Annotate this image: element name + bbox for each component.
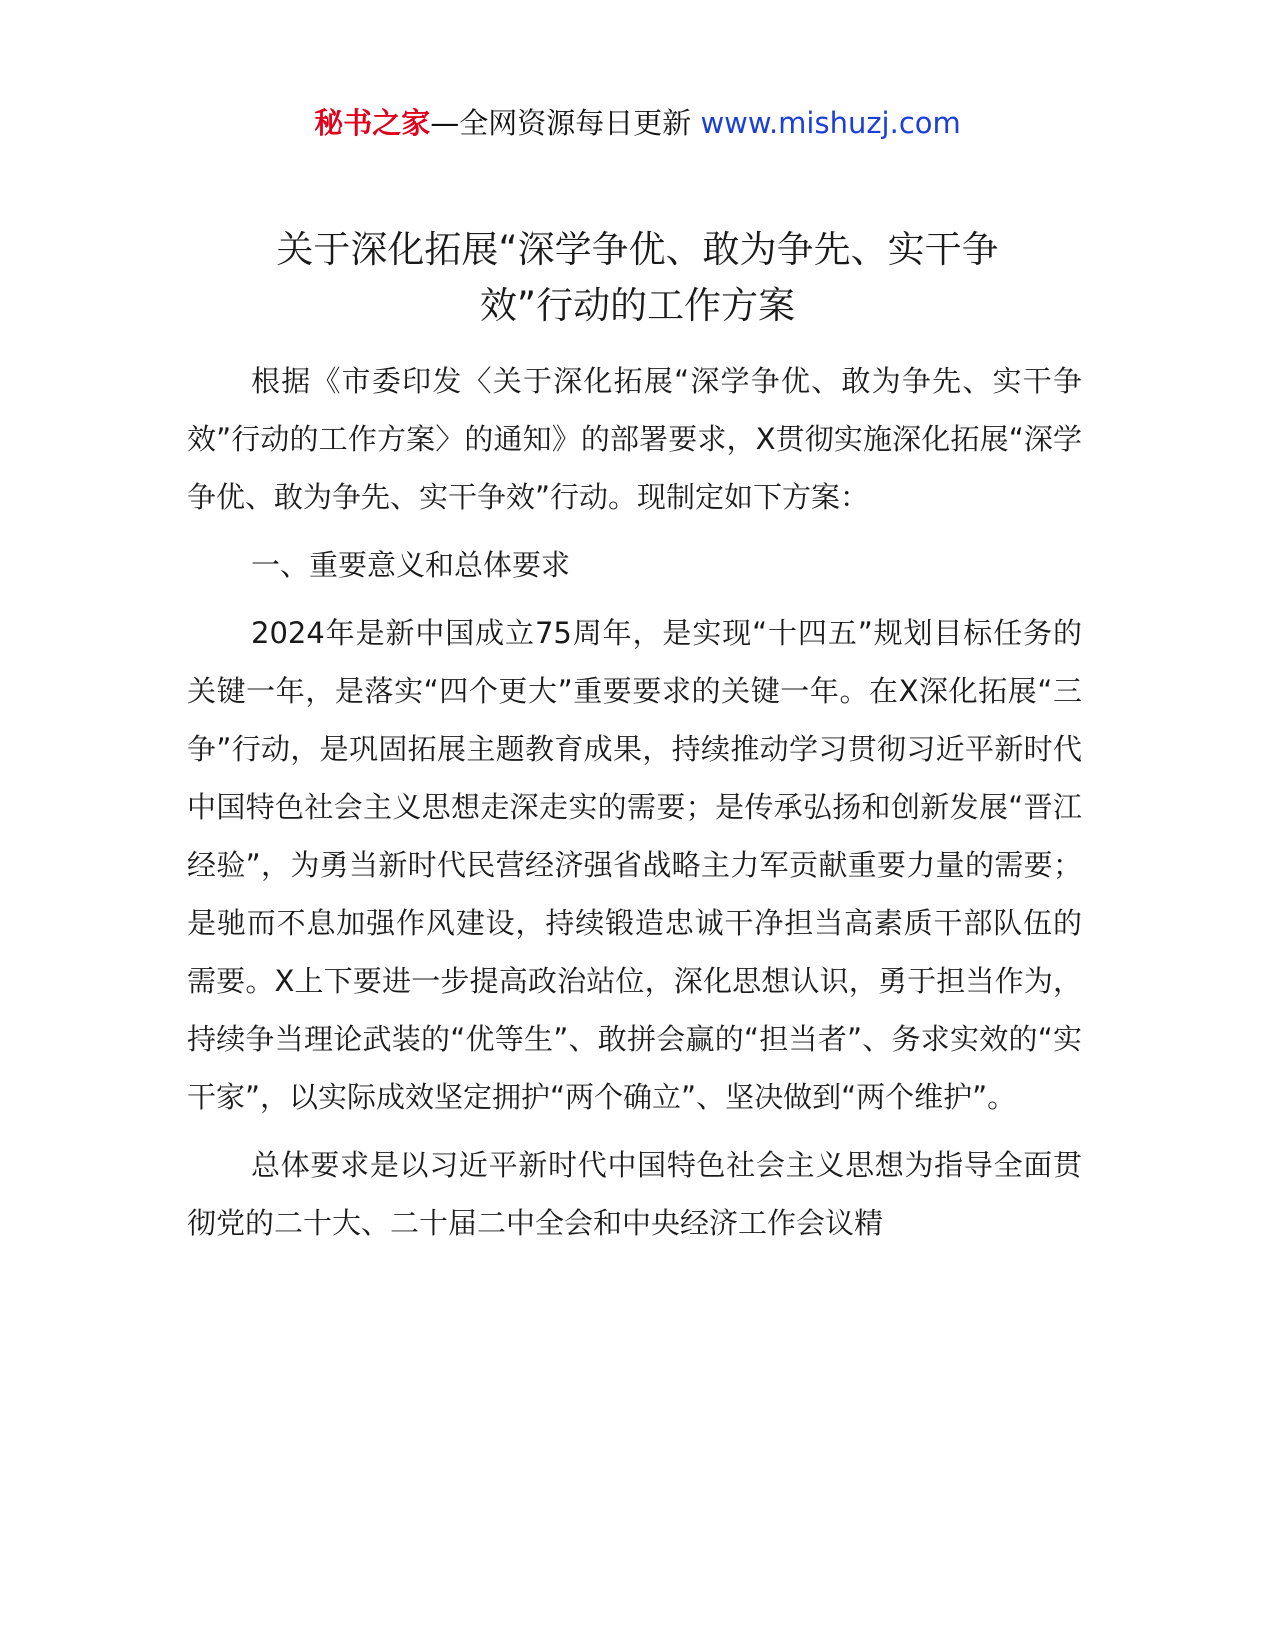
paragraph-general-requirements: 总体要求是以习近平新时代中国特色社会主义思想为指导全面贯彻党的二十大、二十届二中全会和中央经济工作会议精 [187,1148,1082,1240]
document-title [150,222,1125,334]
section-heading-1: 一、重要意义和总体要求 [251,548,571,582]
site-header [0,103,1275,143]
site-tagline: —全网资源每日更新 [430,106,701,140]
document-body [187,352,1082,1252]
document-title-line-1: 关于深化拓展“深学争优、敢为争先、实干争 [276,228,999,271]
document-title-line-2: 效”行动的工作方案 [479,284,796,327]
site-brand: 秘书之家 [314,106,431,140]
paragraph-significance: 2024年是新中国成立75周年，是实现“十四五”规划目标任务的关键一年，是落实“四个更大”重要要求的关键一年。在X深化拓展“三争”行动，是巩固拓展主题教育成果，持续推动学习贯彻习近平新时代中国特色社会主义思想走深走实的需要；是传承弘扬和创新发展“晋江经验”，为勇当新时代民营经济强省战略主力军贡献重要力量的需要；是驰而不息加强作风建设，持续锻造忠诚干净担当高素质干部队伍的需要。X上下要进一步提高政治站位，深化思想认识，勇于担当作为，持续争当理论武装的“优等生”、敢拼会赢的“担当者”、务求实效的“实干家”，以实际成效坚定拥护“两个确立”、坚决做到“两个维护”。 [187,616,1082,1114]
paragraph-intro: 根据《市委印发〈关于深化拓展“深学争优、敢为争先、实干争效”行动的工作方案〉的通知》的部署要求，X贯彻实施深化拓展“深学争优、敢为争先、实干争效”行动。现制定如下方案： [187,364,1082,514]
site-url-link[interactable]: www.mishuzj.com [700,106,961,140]
